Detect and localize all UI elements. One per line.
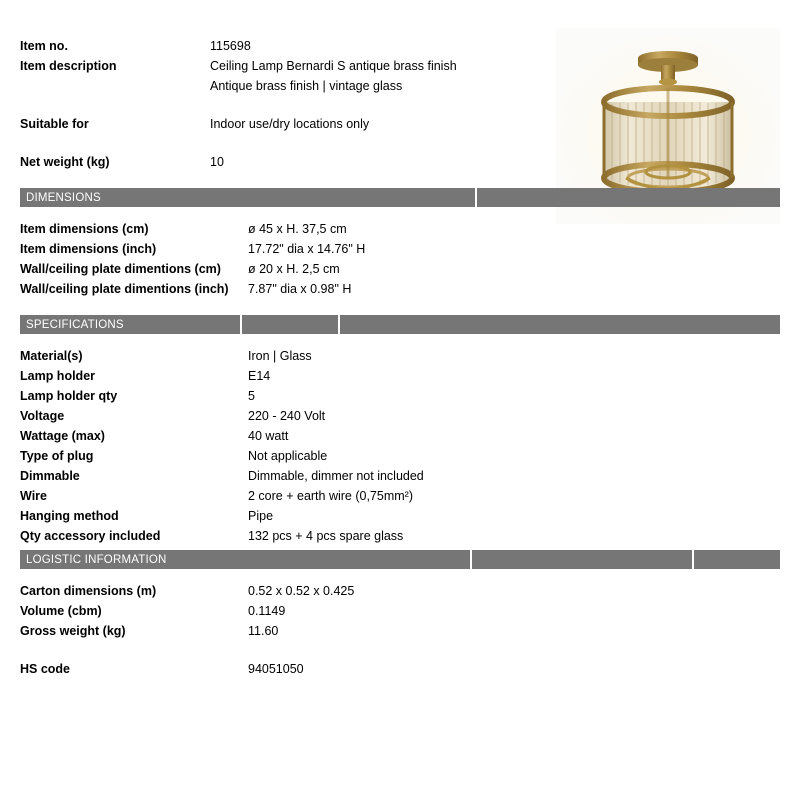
plate-dimensions-inch-value: 7.87" dia x 0.98" H [248, 282, 352, 296]
hs-code-row [20, 659, 780, 679]
table-row [20, 279, 780, 299]
item-no-label: Item no. [20, 39, 68, 53]
volume-value: 0.1149 [248, 604, 286, 618]
wattage-value: 40 watt [248, 429, 289, 443]
dimmable-value: Dimmable, dimmer not included [248, 469, 424, 483]
table-row [20, 526, 780, 546]
section-bar-dimensions [20, 188, 780, 207]
section-divider [692, 550, 694, 569]
section-divider [240, 315, 242, 334]
wire-value: 2 core + earth wire (0,75mm²) [248, 489, 413, 503]
plate-dimensions-cm-value: ø 20 x H. 2,5 cm [248, 262, 340, 276]
hs-code-label: HS code [20, 662, 71, 676]
wattage-label: Wattage (max) [20, 429, 105, 443]
table-row [20, 386, 780, 406]
voltage-value: 220 - 240 Volt [248, 409, 326, 423]
table-row [20, 239, 780, 259]
item-description-label: Item description [20, 59, 117, 73]
table-row [20, 259, 780, 279]
section-divider [475, 188, 477, 207]
section-title-dimensions: DIMENSIONS [26, 191, 101, 204]
table-row [20, 621, 780, 641]
volume-label: Volume (cbm) [20, 604, 102, 618]
carton-dimensions-value: 0.52 x 0.52 x 0.425 [248, 584, 355, 598]
logistic-table [20, 581, 780, 679]
item-description-value: Ceiling Lamp Bernardi S antique brass finish [210, 59, 457, 73]
table-row [20, 426, 780, 446]
table-row [20, 466, 780, 486]
table-row [20, 346, 780, 366]
net-weight-label: Net weight (kg) [20, 155, 110, 169]
gross-weight-value: 11.60 [248, 624, 279, 638]
lamp-holder-value: E14 [248, 369, 271, 383]
section-bar-logistic [20, 550, 780, 569]
item-dimensions-inch-label: Item dimensions (inch) [20, 242, 157, 256]
plate-dimensions-inch-label: Wall/ceiling plate dimentions (inch) [20, 282, 229, 296]
suitable-for-label: Suitable for [20, 117, 89, 131]
table-row [20, 446, 780, 466]
table-row [20, 601, 780, 621]
qty-accessory-label: Qty accessory included [20, 529, 161, 543]
hanging-method-label: Hanging method [20, 509, 119, 523]
hs-code-value: 94051050 [248, 662, 304, 676]
table-row [20, 486, 780, 506]
type-of-plug-value: Not applicable [248, 449, 328, 463]
net-weight-value: 10 [210, 155, 224, 169]
dimmable-label: Dimmable [20, 469, 80, 483]
dimensions-table [20, 219, 780, 299]
table-row [20, 506, 780, 526]
table-row [20, 366, 780, 386]
voltage-label: Voltage [20, 409, 65, 423]
section-divider [470, 550, 472, 569]
section-divider [338, 315, 340, 334]
gross-weight-label: Gross weight (kg) [20, 624, 126, 638]
item-no-value: 115698 [210, 39, 251, 53]
section-title-specifications: SPECIFICATIONS [26, 318, 124, 331]
carton-dimensions-label: Carton dimensions (m) [20, 584, 157, 598]
specifications-table [20, 346, 780, 546]
item-dimensions-inch-value: 17.72" dia x 14.76" H [248, 242, 366, 256]
materials-label: Material(s) [20, 349, 83, 363]
wire-label: Wire [20, 489, 47, 503]
item-dimensions-cm-value: ø 45 x H. 37,5 cm [248, 222, 347, 236]
hanging-method-value: Pipe [248, 509, 274, 523]
section-bar-specifications [20, 315, 780, 334]
materials-value: Iron | Glass [248, 349, 312, 363]
table-row [20, 406, 780, 426]
lamp-holder-qty-value: 5 [248, 389, 255, 403]
lamp-holder-label: Lamp holder [20, 369, 96, 383]
table-row [20, 581, 780, 601]
suitable-for-value: Indoor use/dry locations only [210, 117, 370, 131]
item-description-secondary-value: Antique brass finish | vintage glass [210, 79, 403, 93]
plate-dimensions-cm-label: Wall/ceiling plate dimentions (cm) [20, 262, 221, 276]
qty-accessory-value: 132 pcs + 4 pcs spare glass [248, 529, 404, 543]
type-of-plug-label: Type of plug [20, 449, 94, 463]
lamp-holder-qty-label: Lamp holder qty [20, 389, 118, 403]
item-dimensions-cm-label: Item dimensions (cm) [20, 222, 149, 236]
section-title-logistic: LOGISTIC INFORMATION [26, 553, 167, 566]
